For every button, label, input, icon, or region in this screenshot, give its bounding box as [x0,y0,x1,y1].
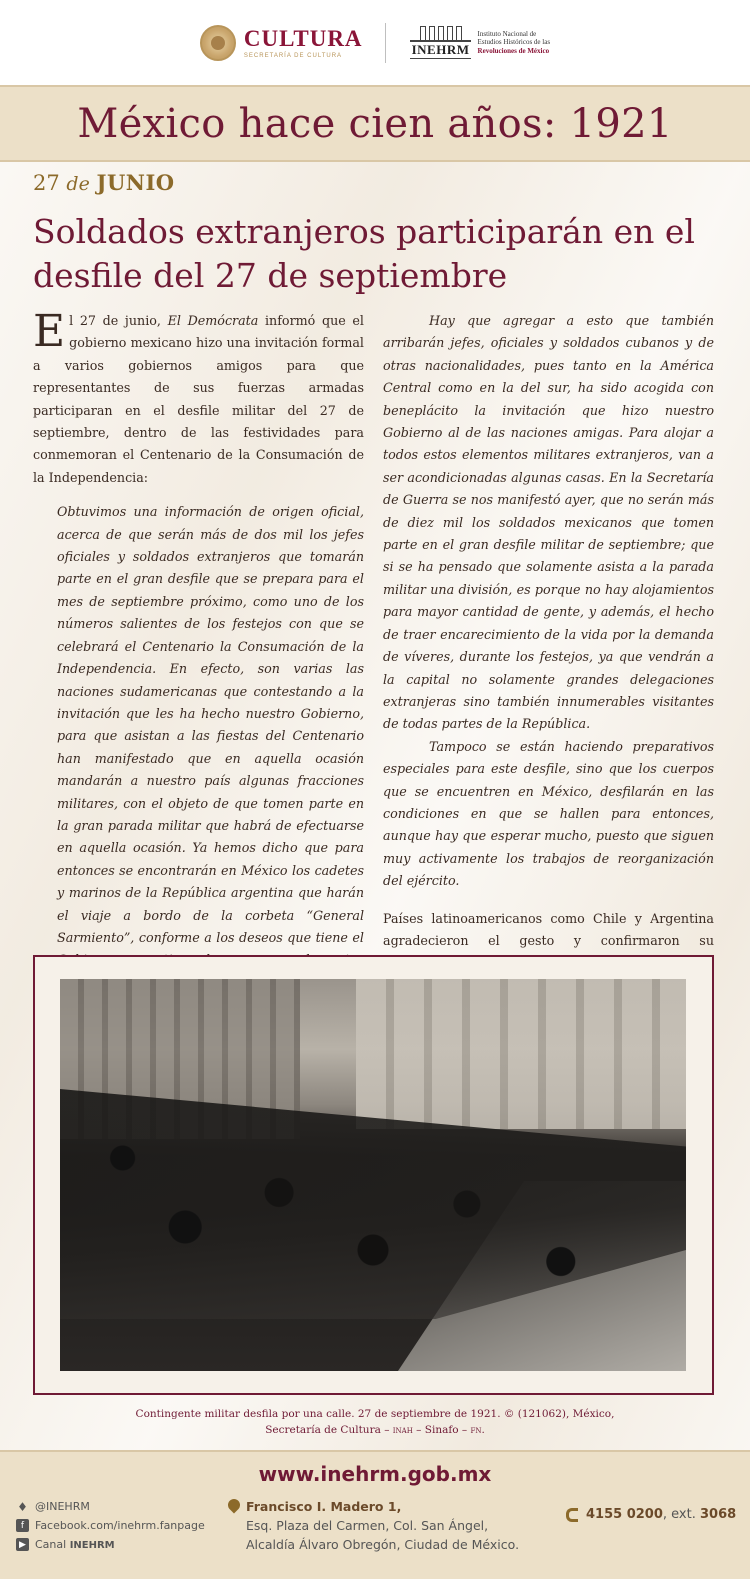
youtube-icon: ▶ [16,1538,29,1551]
parade-photo [60,979,686,1371]
photo-frame [33,955,714,1395]
quote-continued-2: Tampoco se están haciendo preparativos especiales para este desfile, sino que los cuerpos que se encuentren en México, desfilarán en las condiciones en que se hallen para entonces, aunque hay que esperar mucho, puesto que siguen muy activamente los trabajos de reorganización del ejército. [383,738,714,889]
headline: Soldados extranjeros participarán en el desfile del 27 de septiembre [33,212,695,295]
eagle-seal-icon [200,25,236,61]
phone-icon [566,1508,578,1522]
header-logos [0,0,750,85]
footer [0,1450,750,1579]
right-column [383,310,714,1020]
intro-paragraph: El 27 de junio, El Demócrata informó que el gobierno mexicano hizo una invitación formal a varios gobiernos amigos para que representantes de sus fuerzas armadas participaran en el desfile militar del 27 de septiembre, dentro de las festividades para conmemoran el Centenario de la Consumación de la Independencia: [33,306,364,485]
inehrm-logo [410,26,551,59]
location-pin-icon [226,1497,243,1514]
youtube-link[interactable]: ▶ Canal INEHRM [16,1535,205,1554]
quote-continued-1: Hay que agregar a esto que también arribarán jefes, oficiales y soldados cubanos y de otras nacionalidades, pues tanto en la América Central como en la del sur, ha sido acogida con beneplácito la invitación que hizo nuestro Gobierno al de las naciones amigas. Para alojar a todos estos elementos militares extranjeros, van a ser acondicionadas algunas casas. En la Secretaría de Guerra se nos manifestó ayer, que no serán más de diez mil los soldados mexicanos que tomen parte en el gran desfile militar de septiembre; que si se ha pensado que solamente asista a la parada militar una división, es porque no hay alojamientos para mayor cantidad de gente, y además, el hecho de traer encarecimiento de la vida por la demanda de víveres, durante los festejos, ya que vendrán a la capital no solamente grandes delegaciones extranjeras sino también innumerables visitantes de todas partes de la República. [383,313,714,732]
columns-icon [420,26,462,40]
twitter-icon: ♦ [17,1499,28,1514]
closing-paragraph: Países latinoamericanos como Chile y Argentina agradecieron el gesto y confirmaron su [383,910,714,948]
phone: 4155 0200, ext. 3068 [566,1507,736,1522]
address: Francisco I. Madero 1, Esq. Plaza del Carmen, Col. San Ángel, Alcaldía Álvaro Obregón, Ciudad de México. [246,1497,519,1554]
article-date: 27 de JUNIO [33,170,175,195]
inehrm-word: INEHRM [411,42,470,57]
social-links [16,1497,205,1554]
logo-divider [385,23,386,63]
cultura-subtitle: SECRETARÍA DE CULTURA [243,52,343,59]
twitter-link[interactable]: ♦ @INEHRM [17,1499,90,1514]
inehrm-description: Instituto Nacional de Estudios Históricos de las Revoluciones de México [477,30,551,55]
facebook-link[interactable]: f Facebook.com/inehrm.fanpage [16,1516,205,1535]
left-column [33,306,364,1017]
photo-caption: Contingente militar desfila por una calle. 27 de septiembre de 1921. © (121062), México, Secretaría de Cultura – inah – Sinafo – fn. [135,1408,615,1436]
title-band [0,85,750,162]
drop-cap: E [33,306,66,357]
cultura-name: CULTURA [243,25,363,51]
quote-block: Obtuvimos una información de origen oficial, acerca de que serán más de dos mil los jefes oficiales y soldados extranjeros que tomarán parte en el gran desfile que se prepara para el mes de septiembre próximo, como uno de los números salientes de los festejos con que se celebrará el Centenario la Consumación de la Independencia. En efecto, son varias las naciones sudamericanas que contestando a la invitación que les ha hecho nuestro Gobierno, para que asistan a las fiestas del Centenario han manifestado que en aquella ocasión mandarán a nuestro país algunas fracciones militares, con el objeto de que tomen parte en la gran parada militar que habrá de efectuarse en aquella ocasión. Ya hemos dicho que para entonces se encontrarán en México los cadetes y marinos de la República argentina que harán el viaje a bordo de la corbeta “General Sarmiento”, conforme a los deseos que tiene el [57,504,364,945]
website-link[interactable]: www.inehrm.gob.mx [258,1462,492,1486]
article [0,162,750,1450]
page-title: México hace cien años: 1921 [77,100,673,147]
cultura-logo [200,25,363,61]
facebook-icon: f [16,1519,29,1532]
